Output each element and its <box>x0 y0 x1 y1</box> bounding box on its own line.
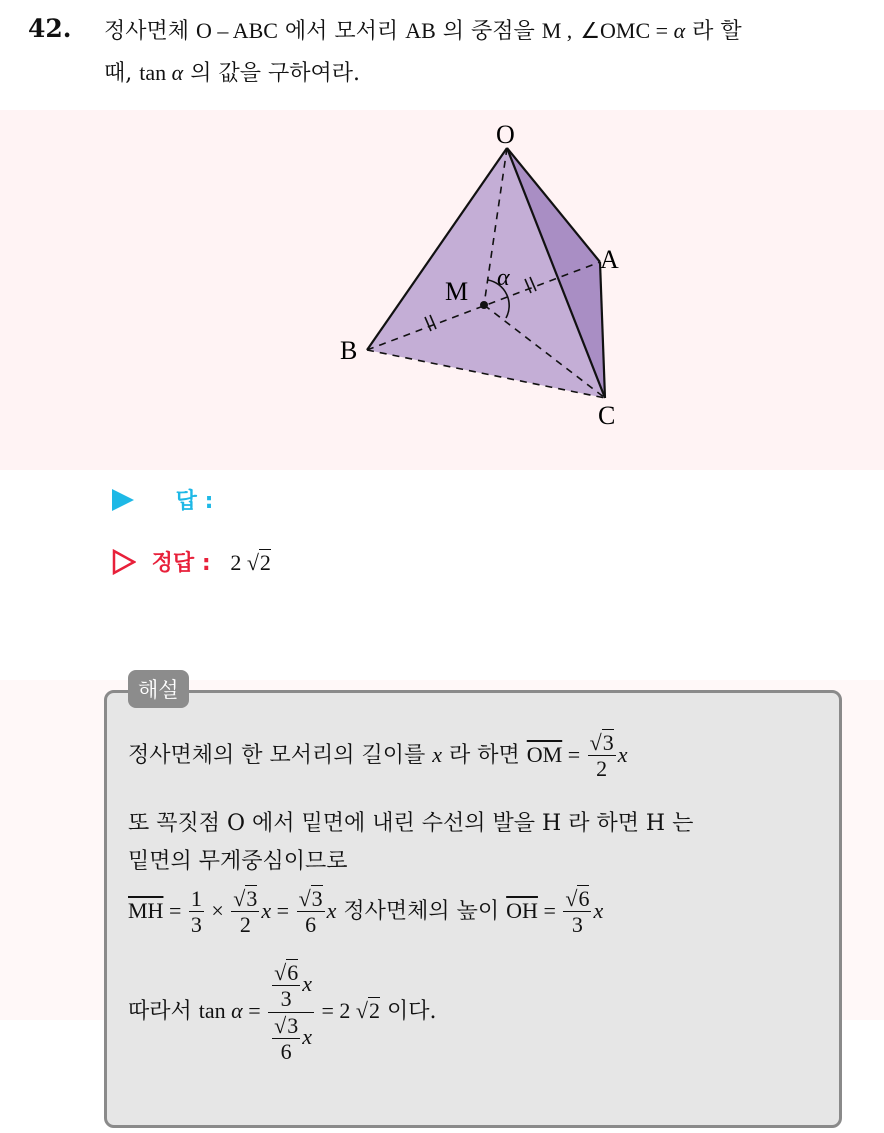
correct-answer-row <box>112 546 271 577</box>
solution-line-1: 정사면체의 한 모서리의 길이를 x 라 하면 $\overline{OM}$ = $\frac{√3}{2}$ x <box>128 730 628 782</box>
angle-label-alpha: α <box>497 265 510 291</box>
correct-marker-icon <box>112 549 136 575</box>
vertex-label-a: A <box>600 245 619 274</box>
vertex-label-b: B <box>340 336 358 365</box>
answer-label: 답 : <box>175 489 214 514</box>
solution-tab: 해설 <box>128 670 189 708</box>
vertex-label-o: O <box>496 120 515 149</box>
answer-row <box>112 484 213 515</box>
vertex-label-c: C <box>598 401 616 430</box>
correct-answer-label: 정답 : <box>151 551 211 576</box>
tetrahedron-figure <box>330 110 650 440</box>
solution-line-4: $\overline{MH}$ = $\frac{1}{3}$ × $\frac{√3}{2}$ x = $\frac{√3}{6}$ x 정사면체의 높이 $\overline{OH}$ = $\frac{√6}{3}$ x <box>128 886 604 938</box>
solution-line-2: 또 꼭짓점 O 에서 밑면에 내린 수선의 발을 H 라 하면 H 는 <box>128 811 694 836</box>
midpoint-label-m: M <box>445 277 469 306</box>
correct-answer-value: 2 √2 <box>230 550 271 575</box>
question-number: 42. <box>28 14 72 43</box>
question-line-2: 때, tan α 의 값을 구하여라. <box>104 60 360 86</box>
question-line-1: 정사면체 O – ABC 에서 모서리 AB 의 중점을 M , ∠OMC = α 라 할 <box>104 18 742 44</box>
solution-line-5: 따라서 tan α = $\frac{√6}{3}$ x $\frac{√3}{6}$ x = 2 √2 이다. <box>128 960 437 1064</box>
answer-marker-icon <box>112 489 134 511</box>
solution-line-3: 밑면의 무게중심이므로 <box>128 849 348 874</box>
